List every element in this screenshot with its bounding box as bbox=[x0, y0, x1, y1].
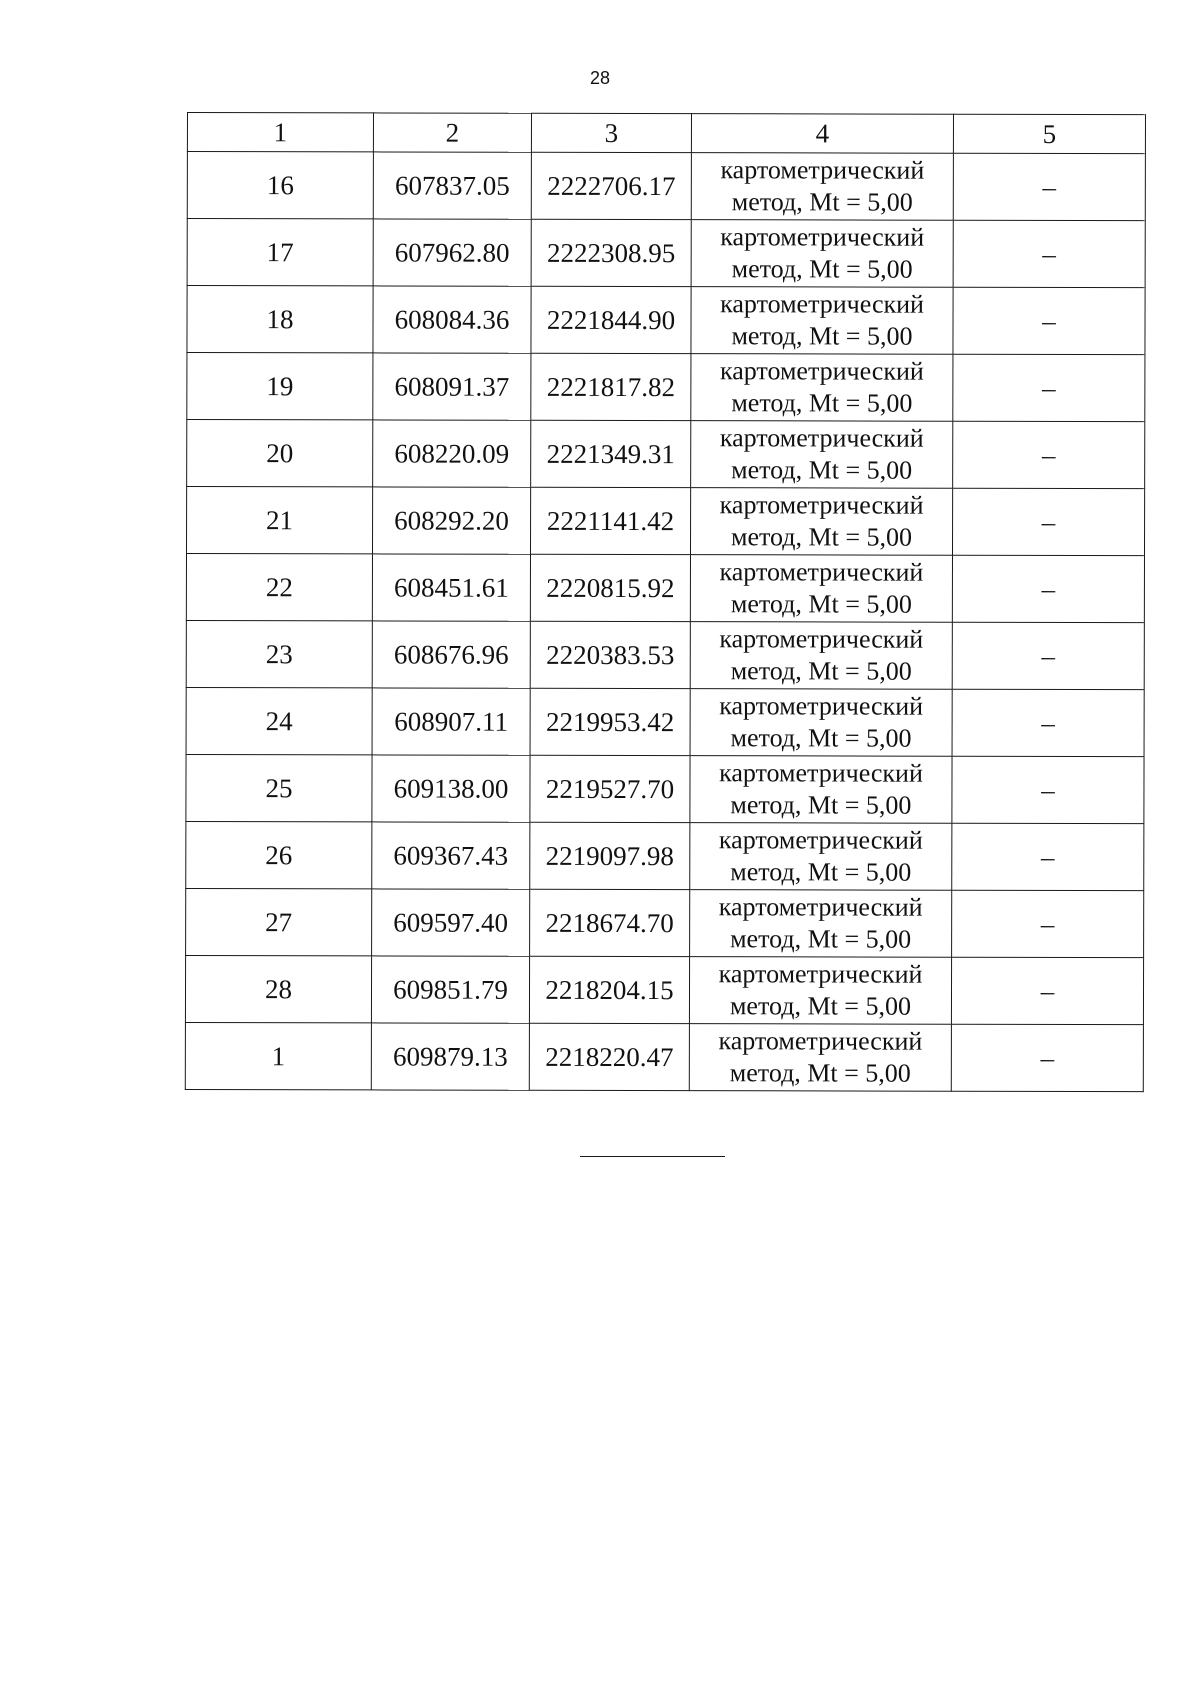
method-text-line-1: картометрический bbox=[720, 222, 925, 252]
point-number-cell: 18 bbox=[187, 286, 373, 353]
method-text-line-2: метод, Mt = 5,00 bbox=[731, 522, 913, 552]
method-text-line-1: картометрический bbox=[719, 423, 924, 453]
note-cell: – bbox=[951, 1024, 1143, 1091]
note-cell: – bbox=[951, 957, 1143, 1024]
column-header-2: 2 bbox=[373, 113, 531, 152]
table-row bbox=[185, 1022, 1143, 1091]
method-text-line-1: картометрический bbox=[718, 892, 923, 922]
y-coordinate-cell: 2221141.42 bbox=[530, 487, 690, 554]
method-text-line-1: картометрический bbox=[718, 1026, 923, 1056]
point-number-cell: 28 bbox=[185, 955, 371, 1022]
method-text-line-2: метод, Mt = 5,00 bbox=[730, 723, 912, 753]
method-text-line-1: картометрический bbox=[720, 155, 925, 185]
point-number-cell: 27 bbox=[186, 888, 372, 955]
method-text-line-2: метод, Mt = 5,00 bbox=[731, 187, 913, 217]
method-cell bbox=[691, 287, 953, 355]
table-row bbox=[186, 554, 1144, 623]
note-cell: – bbox=[952, 823, 1144, 890]
point-number-cell: 24 bbox=[186, 687, 372, 754]
note-cell: – bbox=[953, 354, 1145, 421]
x-coordinate-cell: 607962.80 bbox=[373, 219, 531, 286]
point-number-cell: 16 bbox=[187, 152, 373, 219]
method-text-line-1: картометрический bbox=[719, 624, 924, 654]
table-row bbox=[185, 955, 1143, 1024]
point-number-cell: 21 bbox=[186, 487, 372, 554]
table-row bbox=[187, 420, 1145, 489]
method-cell bbox=[689, 957, 951, 1025]
page-number: 28 bbox=[589, 68, 611, 88]
table-row bbox=[187, 219, 1145, 288]
x-coordinate-cell: 608084.36 bbox=[373, 286, 531, 353]
method-text-line-1: картометрический bbox=[719, 490, 924, 520]
y-coordinate-cell: 2218674.70 bbox=[530, 889, 690, 956]
method-cell bbox=[689, 1024, 951, 1092]
y-coordinate-cell: 2220815.92 bbox=[530, 554, 690, 621]
table-row bbox=[187, 286, 1145, 355]
y-coordinate-cell: 2218204.15 bbox=[529, 956, 689, 1023]
table-row bbox=[186, 620, 1144, 689]
point-number-cell: 23 bbox=[186, 620, 372, 687]
table-row bbox=[187, 353, 1145, 422]
x-coordinate-cell: 608451.61 bbox=[372, 554, 530, 621]
method-text-line-2: метод, Mt = 5,00 bbox=[730, 924, 912, 954]
coordinates-table bbox=[185, 112, 1146, 1092]
note-cell: – bbox=[952, 890, 1144, 957]
y-coordinate-cell: 2219527.70 bbox=[530, 755, 690, 822]
y-coordinate-cell: 2219097.98 bbox=[530, 822, 690, 889]
x-coordinate-cell: 608220.09 bbox=[373, 420, 531, 487]
method-cell bbox=[691, 354, 953, 422]
x-coordinate-cell: 609851.79 bbox=[371, 956, 529, 1023]
method-cell bbox=[690, 689, 952, 757]
y-coordinate-cell: 2221349.31 bbox=[531, 420, 691, 487]
x-coordinate-cell: 608292.20 bbox=[372, 487, 530, 554]
point-number-cell: 1 bbox=[185, 1022, 371, 1089]
table-row bbox=[186, 888, 1144, 957]
method-text-line-2: метод, Mt = 5,00 bbox=[731, 388, 913, 418]
method-text-line-2: метод, Mt = 5,00 bbox=[729, 991, 912, 1021]
method-text-line-1: картометрический bbox=[718, 825, 923, 855]
point-number-cell: 19 bbox=[187, 353, 373, 420]
point-number-cell: 26 bbox=[186, 821, 372, 888]
note-cell: – bbox=[952, 689, 1144, 756]
column-header-1: 1 bbox=[187, 113, 373, 152]
point-number-cell: 17 bbox=[187, 219, 373, 286]
note-cell: – bbox=[952, 555, 1144, 622]
y-coordinate-cell: 2222706.17 bbox=[531, 152, 691, 219]
y-coordinate-cell: 2219953.42 bbox=[530, 688, 690, 755]
method-text-line-2: метод, Mt = 5,00 bbox=[730, 656, 912, 686]
note-cell: – bbox=[953, 153, 1145, 220]
x-coordinate-cell: 608091.37 bbox=[373, 353, 531, 420]
method-cell bbox=[690, 756, 952, 824]
end-of-document-rule bbox=[580, 1156, 725, 1157]
point-number-cell: 22 bbox=[186, 554, 372, 621]
method-cell bbox=[690, 488, 952, 556]
y-coordinate-cell: 2222308.95 bbox=[531, 219, 691, 286]
column-header-4: 4 bbox=[691, 114, 953, 154]
y-coordinate-cell: 2221844.90 bbox=[531, 286, 691, 353]
table-header-row bbox=[187, 113, 1145, 154]
table-row bbox=[186, 821, 1144, 890]
table-row bbox=[186, 487, 1144, 556]
method-cell bbox=[690, 890, 952, 958]
method-text-line-1: картометрический bbox=[719, 691, 924, 721]
method-text-line-2: метод, Mt = 5,00 bbox=[731, 321, 913, 351]
y-coordinate-cell: 2220383.53 bbox=[530, 621, 690, 688]
method-cell bbox=[691, 421, 953, 489]
x-coordinate-cell: 609367.43 bbox=[372, 822, 530, 889]
method-text-line-2: метод, Mt = 5,00 bbox=[730, 790, 912, 820]
method-text-line-2: метод, Mt = 5,00 bbox=[731, 254, 913, 284]
note-cell: – bbox=[953, 421, 1145, 488]
point-number-cell: 20 bbox=[187, 420, 373, 487]
x-coordinate-cell: 609138.00 bbox=[372, 755, 530, 822]
method-text-line-1: картометрический bbox=[718, 959, 923, 989]
x-coordinate-cell: 609597.40 bbox=[372, 889, 530, 956]
note-cell: – bbox=[953, 287, 1145, 354]
method-cell bbox=[690, 622, 952, 690]
method-text-line-1: картометрический bbox=[719, 356, 924, 386]
x-coordinate-cell: 608907.11 bbox=[372, 688, 530, 755]
method-text-line-2: метод, Mt = 5,00 bbox=[731, 455, 913, 485]
y-coordinate-cell: 2221817.82 bbox=[531, 353, 691, 420]
method-cell bbox=[690, 823, 952, 891]
method-cell bbox=[690, 555, 952, 623]
note-cell: – bbox=[952, 622, 1144, 689]
coordinates-table-body bbox=[185, 113, 1145, 1092]
method-text-line-2: метод, Mt = 5,00 bbox=[730, 857, 912, 887]
note-cell: – bbox=[953, 220, 1145, 287]
method-text-line-2: метод, Mt = 5,00 bbox=[730, 589, 912, 619]
method-text-line-1: картометрический bbox=[719, 557, 924, 587]
x-coordinate-cell: 609879.13 bbox=[371, 1023, 529, 1090]
method-text-line-1: картометрический bbox=[719, 758, 923, 788]
table-row bbox=[186, 754, 1144, 823]
table-row bbox=[187, 152, 1145, 221]
table-row bbox=[186, 687, 1144, 756]
method-cell bbox=[691, 220, 953, 288]
y-coordinate-cell: 2218220.47 bbox=[529, 1023, 689, 1090]
method-text-line-1: картометрический bbox=[720, 289, 925, 319]
column-header-3: 3 bbox=[531, 113, 691, 152]
method-cell bbox=[691, 153, 953, 221]
method-text-line-2: метод, Mt = 5,00 bbox=[729, 1058, 911, 1088]
note-cell: – bbox=[952, 756, 1144, 823]
note-cell: – bbox=[952, 488, 1144, 555]
x-coordinate-cell: 607837.05 bbox=[373, 152, 531, 219]
point-number-cell: 25 bbox=[186, 754, 372, 821]
column-header-5: 5 bbox=[953, 114, 1145, 153]
x-coordinate-cell: 608676.96 bbox=[372, 621, 530, 688]
